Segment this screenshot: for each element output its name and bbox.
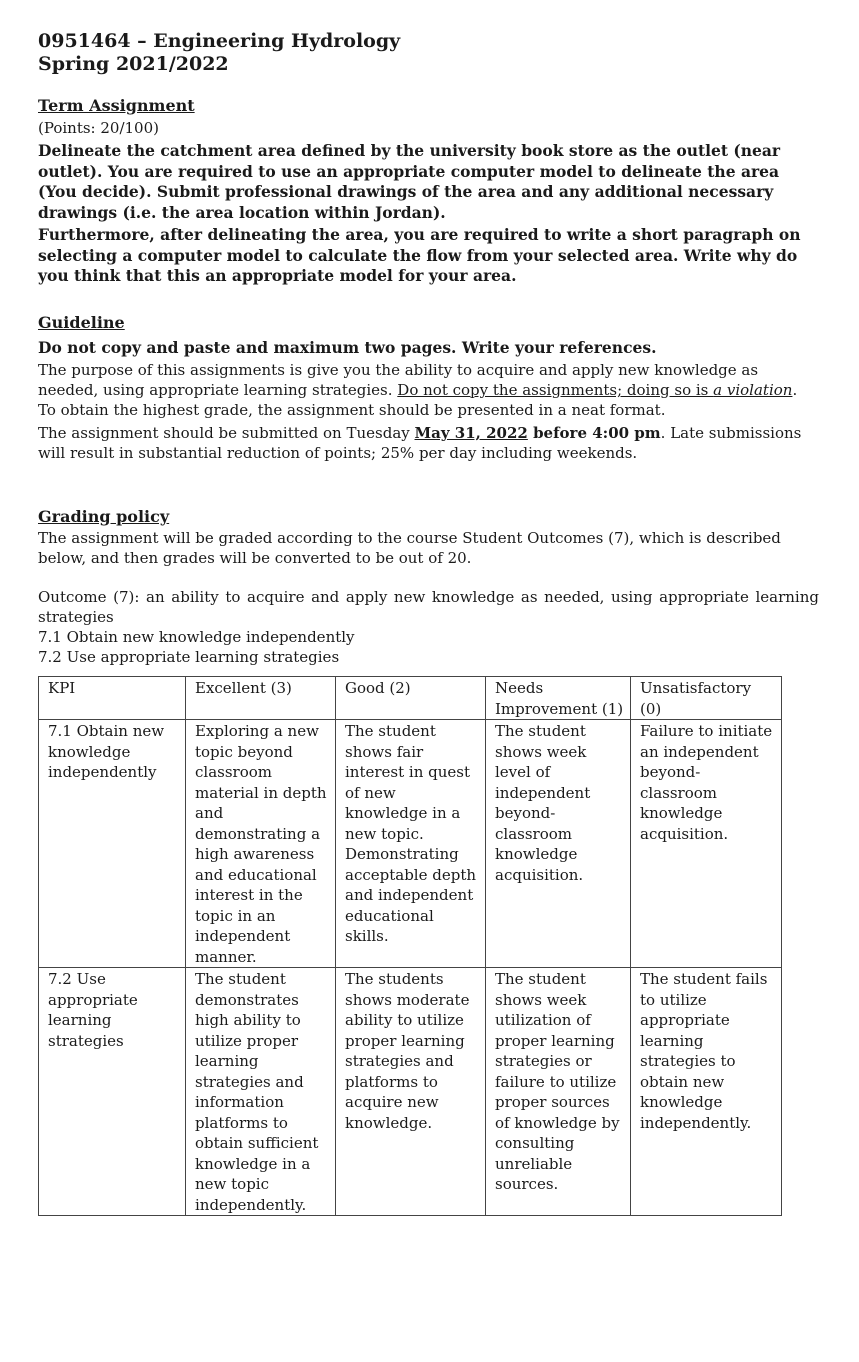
header-kpi: KPI: [39, 677, 186, 720]
needs-improvement-cell: The student shows week level of independent beyond-classroom knowledge acquisition.: [486, 720, 631, 968]
kpi-line-1: 7.1 Obtain new knowledge independently: [38, 628, 355, 646]
kpi-line-2: 7.2 Use appropriate learning strategies: [38, 648, 340, 666]
guideline-heading: Guideline: [38, 312, 125, 332]
rubric-header-row: [39, 677, 782, 720]
purpose-warning: Do not copy the assignments; doing so is: [397, 381, 714, 399]
purpose-text-d: . To obtain the highest grade, the assignment should be presented in a neat format.: [38, 381, 798, 419]
rubric-row-7-2: [39, 968, 782, 1216]
header-unsatisfactory: Unsatisfactory (0): [631, 677, 782, 720]
submission-text-a: The assignment should be submitted on Tuesday: [38, 424, 415, 442]
assignment-paragraph-1: Delineate the catchment area defined by the university book store as the outlet (near outlet). You are required to use an appropriate computer model to delineate the area (You decide). Submit professional drawings of the area and any additional necessary drawings (i.e. the area location within Jordan).: [38, 141, 781, 222]
header-needs-improvement: Needs Improvement (1): [486, 677, 631, 720]
semester-title: Spring 2021/2022: [38, 53, 229, 75]
excellent-cell: The student demonstrates high ability to utilize proper learning strategies and information platforms to obtain sufficient knowledge in a new topic independently.: [186, 968, 336, 1216]
kpi-cell: 7.2 Use appropriate learning strategies: [39, 968, 186, 1216]
grading-intro: The assignment will be graded according to the course Student Outcomes (7), which is described below, and then grades will be converted to be out of 20.: [38, 529, 781, 567]
excellent-cell: Exploring a new topic beyond classroom material in depth and demonstrating a high awareness and educational interest in the topic in an independent manner.: [186, 720, 336, 968]
needs-improvement-cell: The student shows week utilization of proper learning strategies or failure to utilize proper sources of knowledge by consulting unreliable sources.: [486, 968, 631, 1216]
unsatisfactory-cell: The student fails to utilize appropriate learning strategies to obtain new knowledge independently.: [631, 968, 782, 1216]
course-title: 0951464 – Engineering Hydrology: [38, 30, 401, 52]
submission-date: May 31, 2022: [414, 424, 528, 442]
points-text: (Points: 20/100): [38, 119, 159, 137]
good-cell: The students shows moderate ability to utilize proper learning strategies and platforms to acquire new knowledge.: [336, 968, 486, 1216]
unsatisfactory-cell: Failure to initiate an independent beyond-classroom knowledge acquisition.: [631, 720, 782, 968]
rubric-table: [38, 676, 782, 1216]
header-good: Good (2): [336, 677, 486, 720]
grading-policy-heading: Grading policy: [38, 507, 170, 526]
kpi-cell: 7.1 Obtain new knowledge independently: [39, 720, 186, 968]
submission-text-b: . Late submissions will result in substantial reduction of points; 25% per day including weekends.: [38, 424, 802, 462]
header-excellent: Excellent (3): [186, 677, 336, 720]
rubric-row-7-1: [39, 720, 782, 968]
purpose-paragraph: [38, 360, 819, 420]
outcome-text: Outcome (7): an ability to acquire and apply new knowledge as needed, using appropriate learning strategies: [38, 588, 819, 626]
guideline-bold-line: Do not copy and paste and maximum two pages. Write your references.: [38, 337, 657, 357]
purpose-text-a: The purpose of this assignments is give you the ability to acquire and apply new knowledge as needed, using appropriate learning strategies.: [38, 361, 759, 399]
term-assignment-heading: Term Assignment: [38, 96, 195, 115]
submission-time: before 4:00 pm: [527, 424, 661, 442]
submission-paragraph: [38, 423, 819, 463]
assignment-paragraph-2: Furthermore, after delineating the area, you are required to write a short paragraph on selecting a computer model to calculate the flow from your selected area. Write why do you think that this an appropriate model for your area.: [38, 225, 801, 285]
purpose-violation: a violation: [713, 381, 793, 399]
good-cell: The student shows fair interest in quest of new knowledge in a new topic. Demonstrating acceptable depth and independent educational skills.: [336, 720, 486, 968]
